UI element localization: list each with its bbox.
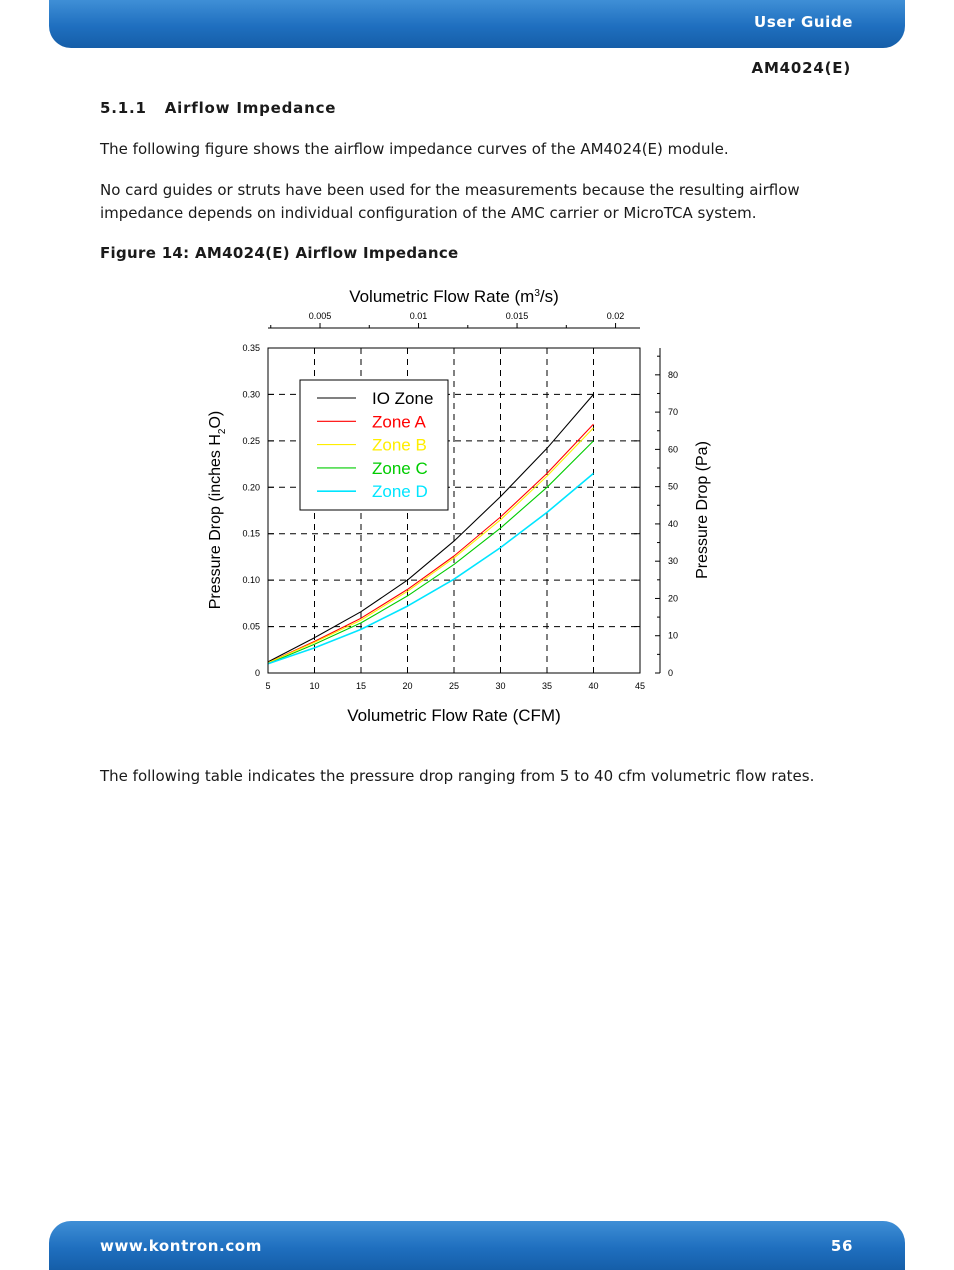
y-tick-label: 0.25 [242,435,260,446]
table-intro-paragraph: The following table indicates the pressure drop ranging from 5 to 40 cfm volumetric flow rates. [100,767,815,785]
y2-tick-label: 20 [668,593,679,604]
y-tick-label: 0.10 [242,575,260,586]
y-tick-label: 0.35 [242,343,260,353]
y2-tick-label: 60 [668,444,679,455]
y2-tick-label: 50 [668,481,679,492]
y2-tick-label: 10 [668,630,679,641]
header-banner [49,0,905,48]
legend-label: Zone C [372,458,428,478]
x-tick-label: 30 [495,681,506,691]
figure-caption: Figure 14: AM4024(E) Airflow Impedance [100,244,459,262]
chart-legend [300,380,448,510]
x-tick-label: 40 [588,681,599,691]
legend-label: Zone D [372,482,428,502]
x-tick-label: 10 [309,681,320,691]
y2-tick-label: 40 [668,518,679,529]
y-axis-label: Pressure Drop (inches $H_2O$) [207,410,228,610]
y2-axis-label: Pressure Drop (Pa) [694,441,711,579]
x-tick-label: 20 [402,681,413,691]
y2-tick-label: 0 [668,668,674,678]
y-tick-label: 0.15 [242,528,260,539]
legend-label: Zone B [372,435,427,455]
x2-tick-label: 0.02 [606,311,625,321]
intro-paragraph: The following figure shows the airflow impedance curves of the AM4024(E) module. [100,140,729,158]
y2-tick-label: 70 [668,407,679,418]
x2-tick-label: 0.005 [308,311,332,321]
x-axis-label: Volumetric Flow Rate (CFM) [347,706,561,725]
x-tick-label: 15 [355,681,367,691]
x-tick-label: 5 [265,681,271,691]
airflow-impedance-chart [190,278,730,738]
x-tick-label: 45 [634,681,646,691]
y-tick-label: 0.05 [242,621,260,632]
footer-website: www.kontron.com [100,1237,262,1255]
footer-banner [49,1221,905,1270]
section-title: Airflow Impedance [164,99,337,117]
x-tick-label: 25 [448,681,460,691]
section-number: 5.1.1 [100,99,147,117]
note-paragraph: No card guides or struts have been used for the measurements because the resulting airflow impedance depends on individual configuration of the AMC carrier or MicroTCA system. [100,181,800,222]
legend-label: Zone A [372,412,426,432]
y-tick-label: 0 [254,668,260,678]
y-tick-label: 0.30 [242,389,260,400]
product-name: AM4024(E) [751,59,851,77]
y2-tick-label: 80 [668,369,679,380]
page-number: 56 [830,1237,853,1255]
header-label: User Guide [754,13,853,31]
x2-axis-label: Volumetric Flow Rate $(m^3/s)$ [349,287,559,306]
x2-tick-label: 0.01 [409,311,428,321]
y-tick-label: 0.20 [242,482,260,493]
legend-label: IO Zone [372,389,434,408]
x2-tick-label: 0.015 [505,311,529,321]
y2-tick-label: 30 [668,556,679,567]
x-tick-label: 35 [541,681,553,691]
section-heading [100,99,336,117]
